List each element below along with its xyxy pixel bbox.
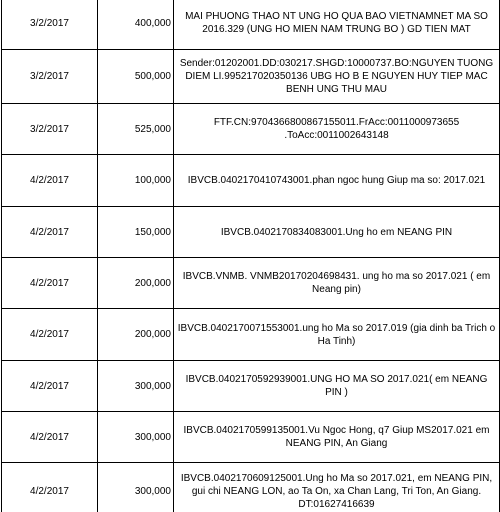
date-cell: 4/2/2017 <box>2 412 98 463</box>
date-cell: 4/2/2017 <box>2 463 98 512</box>
date-cell: 4/2/2017 <box>2 207 98 258</box>
date-cell: 4/2/2017 <box>2 309 98 361</box>
table-row <box>2 463 500 512</box>
amount-cell: 150,000 <box>98 207 174 258</box>
date-cell: 3/2/2017 <box>2 0 98 50</box>
table-row <box>2 50 500 104</box>
amount-cell: 200,000 <box>98 309 174 361</box>
date-cell: 3/2/2017 <box>2 50 98 104</box>
description-cell: IBVCB.0402170599135001.Vu Ngoc Hong, q7 Giup MS2017.021 em NEANG PIN, An Giang <box>174 412 500 463</box>
amount-cell: 300,000 <box>98 463 174 512</box>
date-cell: 4/2/2017 <box>2 361 98 412</box>
amount-cell: 525,000 <box>98 104 174 155</box>
description-cell: IBVCB.0402170071553001.ung ho Ma so 2017.019 (gia dinh ba Trich o Ha Tinh) <box>174 309 500 361</box>
table-row <box>2 412 500 463</box>
date-cell: 4/2/2017 <box>2 258 98 309</box>
description-cell: MAI PHUONG THAO NT UNG HO QUA BAO VIETNAMNET MA SO 2016.329 (UNG HO MIEN NAM TRUNG BO ) GD TIEN MAT <box>174 0 500 50</box>
table-row <box>2 258 500 309</box>
table-row <box>2 361 500 412</box>
amount-cell: 100,000 <box>98 155 174 207</box>
table-row <box>2 104 500 155</box>
amount-cell: 200,000 <box>98 258 174 309</box>
description-cell: FTF.CN:9704366800867155011.FrAcc:0011000973655 .ToAcc:0011002643148 <box>174 104 500 155</box>
amount-cell: 300,000 <box>98 361 174 412</box>
transactions-table <box>1 0 500 512</box>
amount-cell: 500,000 <box>98 50 174 104</box>
table-row <box>2 0 500 50</box>
amount-cell: 400,000 <box>98 0 174 50</box>
table-row <box>2 207 500 258</box>
description-cell: IBVCB.0402170609125001.Ung ho Ma so 2017.021, em NEANG PIN, gui chi NEANG LON, ao Ta On, xa Chan Lang, Tri Ton, An Giang. DT:01627416639 <box>174 463 500 512</box>
description-cell: IBVCB.0402170834083001.Ung ho em NEANG PIN <box>174 207 500 258</box>
description-cell: IBVCB.0402170592939001.UNG HO MA SO 2017.021( em NEANG PIN ) <box>174 361 500 412</box>
table-row <box>2 155 500 207</box>
amount-cell: 300,000 <box>98 412 174 463</box>
date-cell: 3/2/2017 <box>2 104 98 155</box>
date-cell: 4/2/2017 <box>2 155 98 207</box>
description-cell: Sender:01202001.DD:030217.SHGD:10000737.BO:NGUYEN TUONG DIEM LI.995217020350136 UBG HO B E NGUYEN HUY TIEP MAC BENH UNG THU MAU <box>174 50 500 104</box>
table-row <box>2 309 500 361</box>
description-cell: IBVCB.VNMB. VNMB20170204698431. ung ho ma so 2017.021 ( em Neang pin) <box>174 258 500 309</box>
description-cell: IBVCB.0402170410743001.phan ngoc hung Giup ma so: 2017.021 <box>174 155 500 207</box>
